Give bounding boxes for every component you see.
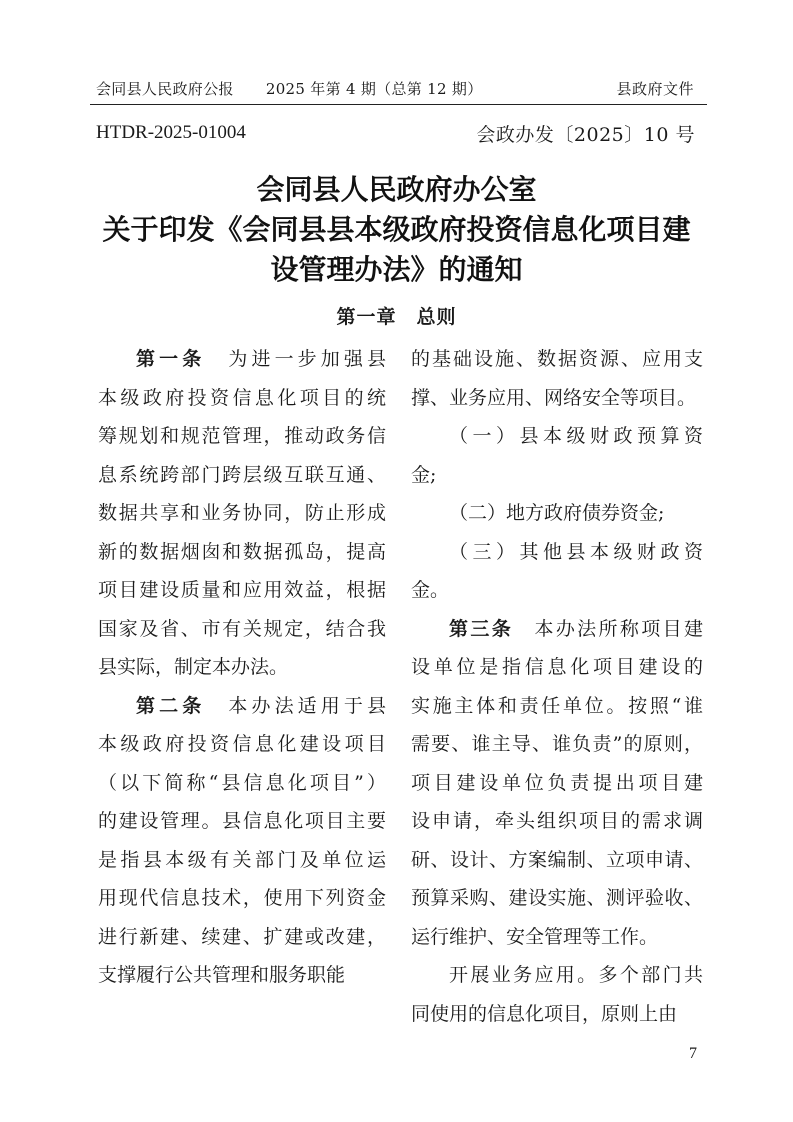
line-text: 筹规划和规范管理，推动政务信 [98, 425, 386, 447]
line-text: 设申请，牵头组织项目的需求调 [411, 810, 703, 832]
text-line [411, 764, 703, 803]
line-text: 的基础设施、数据资源、应用支 [411, 348, 703, 370]
line-text: 支撑履行公共管理和服务职能 [98, 964, 346, 986]
line-text: 数据共享和业务协同，防止形成 [98, 502, 386, 524]
article-label: 第一条 [136, 348, 206, 370]
text-line [98, 841, 386, 880]
title-line: 会同县人民政府办公室 [256, 173, 537, 206]
line-text: 新的数据烟囱和数据孤岛，提高 [98, 540, 386, 563]
text-line [411, 841, 703, 880]
text-line [411, 379, 703, 418]
text-line [411, 725, 703, 764]
line-text: 预算采购、建设实施、测评验收、 [411, 887, 703, 909]
line-text: 同使用的信息化项目，原则上由 [411, 1002, 678, 1025]
text-line [98, 571, 386, 610]
text-line [98, 918, 386, 957]
text-line [411, 571, 703, 610]
bulletin-issue: 2025 年第 4 期（总第 12 期） [265, 80, 483, 98]
line-text: 的建设管理。县信息化项目主要 [98, 810, 386, 832]
text-line [98, 802, 386, 841]
line-text: 需要、谁主导、谁负责”的原则， [411, 733, 703, 755]
text-line [411, 918, 703, 957]
title-line: 关于印发《会同县县本级政府投资信息化项目建 [102, 213, 691, 246]
text-line [411, 494, 703, 533]
line-text: 金。 [411, 579, 450, 601]
text-line [411, 802, 703, 841]
line-text: 研、设计、方案编制、立项申请、 [411, 848, 703, 871]
document-number: 会政办发〔2025〕10 号 [476, 124, 695, 146]
line-text: 项目建设单位负责提出项目建 [411, 771, 703, 794]
line-text: 本级政府投资信息化建设项目 [98, 733, 386, 755]
article-label: 第二条 [136, 694, 206, 717]
text-line [98, 533, 386, 572]
text-line [98, 956, 386, 995]
text-line [98, 764, 386, 803]
page-number: 7 [689, 1045, 697, 1062]
header-category: 县政府文件 [616, 80, 694, 98]
line-text: 进行新建、续建、扩建或改建， [98, 925, 386, 948]
text-line [98, 340, 386, 379]
line-text: （三）其他县本级财政资 [449, 540, 703, 563]
line-text: 是指县本级有关部门及单位运 [98, 848, 386, 871]
line-text: 运行维护、安全管理等工作。 [411, 925, 659, 948]
text-line [411, 956, 703, 995]
line-text: 息系统跨部门跨层级互联互通、 [98, 463, 386, 486]
text-line [411, 610, 703, 649]
right-column [411, 340, 703, 1033]
text-line [98, 879, 386, 918]
line-text: 国家及省、市有关规定，结合我 [98, 617, 386, 640]
text-line [98, 648, 386, 687]
left-column [98, 340, 386, 995]
line-text: 本级政府投资信息化项目的统 [98, 386, 386, 409]
line-text: 项目建设质量和应用效益，根据 [98, 579, 386, 601]
text-line [98, 725, 386, 764]
text-line [411, 340, 703, 379]
header-rule [90, 104, 707, 105]
document-code: HTDR-2025-01004 [96, 122, 246, 143]
title-line: 设管理办法》的通知 [270, 253, 523, 286]
bulletin-header [96, 78, 483, 99]
line-text: 本办法适用于县 [205, 694, 386, 717]
line-text: 县实际，制定本办法。 [98, 656, 289, 678]
line-text: 实施主体和责任单位。按照“谁 [411, 694, 703, 717]
text-line [98, 379, 386, 418]
article-label: 第三条 [449, 617, 514, 640]
text-line [411, 533, 703, 572]
line-text: 用现代信息技术，使用下列资金 [98, 887, 386, 909]
text-line [411, 879, 703, 918]
line-text: （二）地方政府债券资金; [449, 502, 665, 524]
document-title [80, 170, 713, 290]
line-text: 金; [411, 463, 437, 486]
text-line [411, 687, 703, 726]
text-line [411, 995, 703, 1034]
text-line [98, 610, 386, 649]
chapter-heading: 第一章 总则 [336, 306, 457, 328]
line-text: 为进一步加强县 [205, 348, 386, 370]
line-text: 撑、业务应用、网络安全等项目。 [411, 386, 697, 409]
bulletin-name: 会同县人民政府公报 [96, 80, 234, 98]
line-text: 设单位是指信息化项目建设的 [411, 656, 703, 678]
line-text: 本办法所称项目建 [513, 617, 703, 640]
text-line [98, 456, 386, 495]
line-text: （一）县本级财政预算资 [449, 425, 703, 447]
text-line [411, 417, 703, 456]
text-line [98, 687, 386, 726]
text-line [98, 417, 386, 456]
text-line [411, 456, 703, 495]
text-line [411, 648, 703, 687]
line-text: （以下简称“县信息化项目”） [98, 771, 386, 794]
line-text: 开展业务应用。多个部门共 [449, 964, 703, 986]
text-line [98, 494, 386, 533]
